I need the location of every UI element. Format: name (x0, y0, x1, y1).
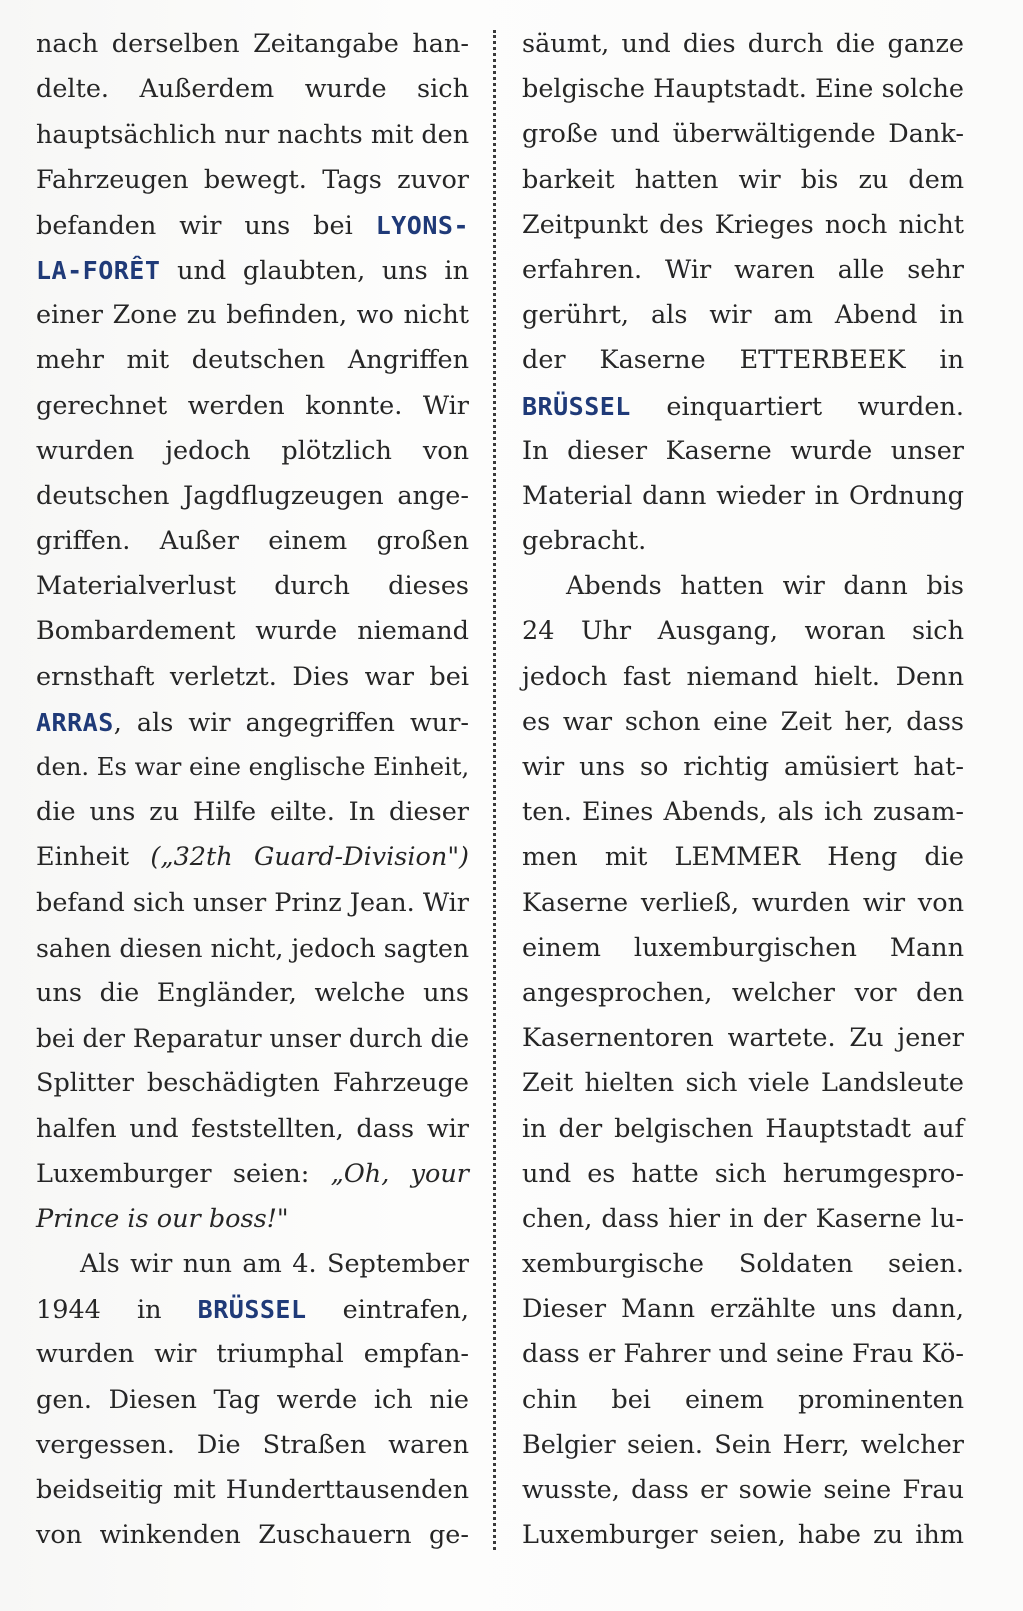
text-segment: Zeit hielten sich viele Landsleute (522, 1068, 964, 1099)
text-segment: dass er Fahrer und seine Frau Kö- (522, 1339, 964, 1370)
text-segment: befand sich unser Prinz Jean. Wir (36, 887, 470, 918)
text-line (36, 1061, 469, 1106)
text-line (522, 1107, 964, 1152)
text-segment: gebracht. (522, 526, 647, 557)
text-line (36, 790, 469, 835)
place-name: LA-FORÊT (36, 255, 161, 285)
text-line (522, 519, 964, 564)
text-segment: Einheit (36, 842, 151, 873)
place-name: BRÜSSEL (522, 391, 631, 421)
text-segment: einem luxemburgischen Mann (522, 932, 964, 963)
text-segment: befanden wir uns bei (36, 210, 376, 241)
text-segment: den. Es war eine englische Einheit, (36, 753, 470, 781)
text-line (522, 609, 964, 654)
text-line (36, 609, 469, 654)
text-line (522, 1016, 964, 1061)
text-line (522, 248, 964, 293)
text-segment: in der belgischen Hauptstadt auf (522, 1113, 964, 1144)
text-line (522, 67, 964, 112)
text-segment: wurden jedoch plötzlich von (36, 435, 469, 466)
text-line (522, 1513, 964, 1558)
text-line (522, 474, 964, 519)
text-segment: nach derselben Zeitangabe han- (36, 29, 469, 59)
text-line (522, 203, 964, 248)
text-line (36, 926, 469, 971)
text-line (36, 1513, 469, 1558)
text-segment: Dieser Mann erzählte uns dann, (522, 1294, 964, 1325)
text-segment: ernsthaft verletzt. Dies war bei (36, 661, 469, 692)
text-line (36, 1152, 469, 1197)
text-line (522, 655, 964, 700)
text-segment: Luxemburger seien, habe zu ihm (522, 1520, 964, 1551)
text-segment: der Kaserne ETTERBEEK in (522, 345, 964, 376)
text-segment: gen. Diesen Tag werde ich nie (36, 1384, 469, 1415)
text-line (522, 1468, 964, 1513)
text-segment: 1944 in (36, 1295, 198, 1326)
text-line (522, 1061, 964, 1106)
text-line (36, 519, 469, 564)
text-segment: es war schon eine Zeit her, dass (522, 706, 964, 737)
text-line (522, 564, 964, 609)
place-name: BRÜSSEL (197, 1295, 307, 1325)
text-line (36, 293, 469, 338)
text-segment: gerechnet werden konnte. Wir (36, 390, 469, 421)
text-segment: barkeit hatten wir bis zu dem (522, 164, 964, 195)
text-segment: uns die Engländer, welche uns (36, 977, 469, 1008)
text-segment: von winkenden Zuschauern ge- (36, 1520, 469, 1551)
place-name: ARRAS (36, 707, 114, 737)
text-segment: und glaubten, uns in (160, 255, 469, 286)
text-line (36, 112, 469, 157)
text-line (36, 1242, 469, 1287)
text-segment: einer Zone zu befinden, wo nicht (36, 300, 469, 331)
text-segment: Kaserne verließ, wurden wir von (522, 887, 964, 918)
text-line (36, 338, 469, 383)
text-segment: säumt, und dies durch die ganze (522, 29, 964, 59)
text-segment: große und überwältigende Dank- (522, 119, 964, 150)
text-line (522, 971, 964, 1016)
text-line (36, 158, 469, 203)
text-segment: Als wir nun am 4. September (80, 1249, 469, 1280)
text-line (522, 429, 964, 474)
text-segment: Material dann wieder in Ordnung (522, 480, 964, 511)
text-segment: eintrafen, (306, 1295, 469, 1326)
dotted-column-divider (493, 30, 496, 1550)
text-line (36, 1287, 469, 1332)
text-line (522, 158, 964, 203)
text-line (36, 1107, 469, 1152)
text-line (36, 429, 469, 474)
text-line (522, 835, 964, 880)
text-segment: einquartiert wurden. (630, 391, 964, 422)
text-segment: und es hatte sich herumgespro- (522, 1158, 964, 1189)
text-line (522, 22, 964, 67)
text-line (36, 474, 469, 519)
left-text-column (36, 22, 469, 1558)
text-line (522, 1378, 964, 1423)
text-line (522, 881, 964, 926)
text-line (36, 971, 469, 1016)
text-segment: Materialverlust durch dieses (36, 571, 469, 602)
text-segment: wir uns so richtig amüsiert hat- (522, 752, 964, 782)
text-segment: chin bei einem prominenten (522, 1384, 964, 1415)
text-segment: wurden wir triumphal empfan- (36, 1339, 469, 1370)
text-line (522, 1242, 964, 1287)
text-line (36, 835, 469, 880)
text-line (36, 1468, 469, 1513)
text-line (36, 248, 469, 293)
text-line (36, 1423, 469, 1468)
text-segment: , als wir angegriffen wur- (113, 707, 469, 738)
text-line (36, 203, 469, 248)
text-segment: belgische Hauptstadt. Eine solche (522, 74, 964, 105)
text-segment: gerührt, als wir am Abend in (522, 300, 964, 331)
text-line (36, 745, 469, 790)
text-segment: mehr mit deutschen Angriffen (36, 345, 469, 376)
text-line (522, 293, 964, 338)
italic-quote: „Oh, your (330, 1158, 470, 1189)
text-line (522, 745, 964, 790)
text-segment: ten. Eines Abends, als ich zusam- (522, 797, 964, 828)
text-line (522, 926, 964, 971)
text-line (36, 1197, 469, 1242)
text-segment: delte. Außerdem wurde sich (36, 74, 469, 105)
text-segment: angesprochen, welcher vor den (522, 977, 964, 1008)
text-line (522, 1423, 964, 1468)
text-segment: chen, dass hier in der Kaserne lu- (522, 1203, 964, 1234)
text-segment: Abends hatten wir dann bis (566, 571, 964, 602)
text-line (36, 22, 469, 67)
text-line (522, 1197, 964, 1242)
text-line (522, 1332, 964, 1377)
text-segment: erfahren. Wir waren alle sehr (522, 254, 964, 285)
text-line (36, 700, 469, 745)
text-line (522, 338, 964, 383)
text-line (522, 790, 964, 835)
place-name: LYONS- (375, 210, 469, 240)
text-segment: jedoch fast niemand hielt. Denn (522, 661, 964, 692)
text-segment: Belgier seien. Sein Herr, welcher (522, 1429, 964, 1460)
text-segment: In dieser Kaserne wurde unser (522, 435, 964, 466)
text-segment: wusste, dass er sowie seine Frau (522, 1475, 964, 1505)
text-segment: griffen. Außer einem großen (36, 526, 469, 557)
italic-quote: („32th Guard-Division") (150, 842, 469, 873)
text-line (522, 1152, 964, 1197)
text-line (36, 881, 469, 926)
text-segment: beidseitig mit Hunderttausenden (36, 1475, 469, 1505)
text-segment: Zeitpunkt des Krieges noch nicht (522, 209, 964, 240)
text-segment: vergessen. Die Straßen waren (36, 1429, 469, 1460)
text-line (36, 655, 469, 700)
text-segment: bei der Reparatur unser durch die (36, 1024, 470, 1054)
text-segment: Fahrzeugen bewegt. Tags zuvor (36, 164, 469, 195)
text-line (522, 700, 964, 745)
text-line (36, 564, 469, 609)
text-line (36, 1378, 469, 1423)
text-segment: Splitter beschädigten Fahrzeuge (36, 1068, 469, 1099)
text-segment: deutschen Jagdflugzeugen ange- (36, 480, 469, 511)
text-segment: Luxemburger seien: (36, 1158, 331, 1189)
text-segment: sahen diesen nicht, jedoch sagten (36, 933, 470, 963)
text-line (36, 384, 469, 429)
text-line (522, 112, 964, 157)
text-line (36, 1332, 469, 1377)
text-line (36, 1016, 469, 1061)
text-segment: halfen und feststellten, dass wir (36, 1113, 469, 1144)
italic-quote: Prince is our boss!" (36, 1203, 289, 1234)
text-segment: men mit LEMMER Heng die (522, 842, 964, 873)
text-line (36, 67, 469, 112)
text-segment: xemburgische Soldaten seien. (522, 1249, 964, 1280)
text-line (522, 384, 964, 429)
text-segment: Bombardement wurde niemand (36, 616, 469, 647)
text-segment: Kasernentoren wartete. Zu jener (522, 1023, 964, 1054)
text-line (522, 1287, 964, 1332)
text-segment: hauptsächlich nur nachts mit den (36, 119, 470, 150)
right-text-column (522, 22, 964, 1558)
text-segment: 24 Uhr Ausgang, woran sich (522, 616, 964, 647)
text-segment: die uns zu Hilfe eilte. In dieser (36, 797, 469, 828)
